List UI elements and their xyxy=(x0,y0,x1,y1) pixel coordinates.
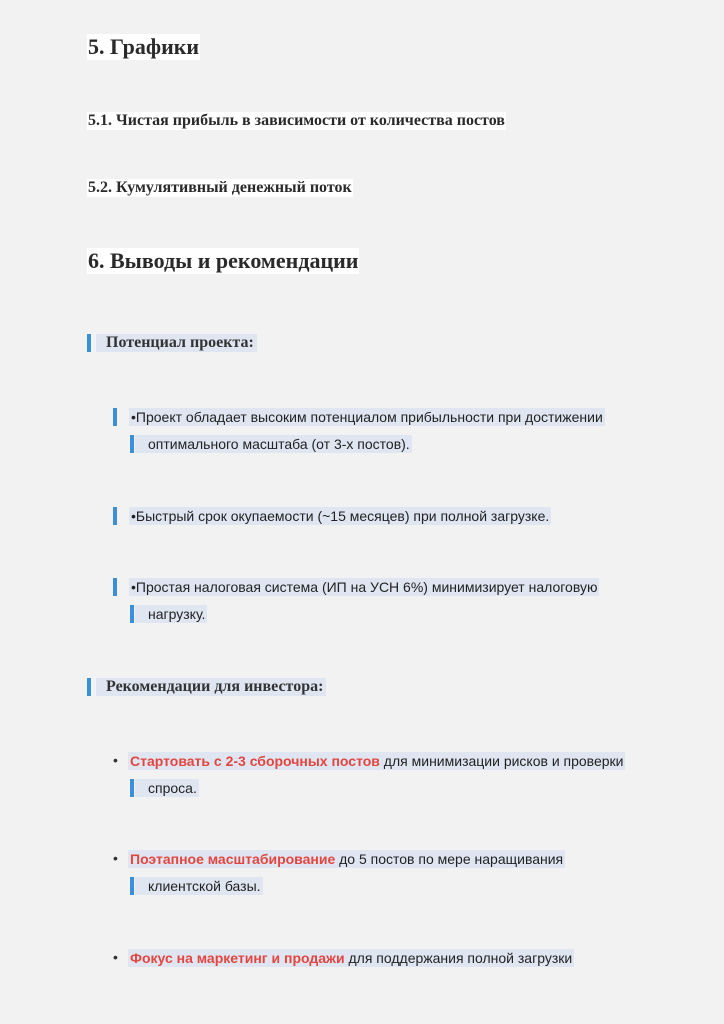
recommendation-2-line2: клиентской базы. xyxy=(135,877,263,895)
potential-item-3-bar xyxy=(113,578,117,596)
potential-item-1-bar xyxy=(113,408,117,426)
recommendation-2-highlight: Поэтапное масштабирование xyxy=(130,851,336,867)
recommendations-heading: Рекомендации для инвестора: xyxy=(96,678,326,696)
section-6-title: 6. Выводы и рекомендации xyxy=(88,248,359,273)
recommendations-heading-bar xyxy=(87,678,91,696)
recommendation-1-bullet: • xyxy=(113,752,118,768)
recommendation-1-line2: спроса. xyxy=(135,779,199,797)
potential-item-2-bar xyxy=(113,507,117,525)
recommendation-2-bar2 xyxy=(130,877,134,895)
recommendation-2-line1 xyxy=(128,850,565,868)
recommendation-1-bar2 xyxy=(130,779,134,797)
recommendation-2-rest: до 5 постов по мере наращивания xyxy=(335,851,564,867)
recommendation-3-highlight: Фокус на маркетинг и продажи xyxy=(130,950,345,966)
potential-heading: Потенциал проекта: xyxy=(96,334,257,352)
section-5-1-title: 5.1. Чистая прибыль в зависимости от количества постов xyxy=(88,112,505,129)
recommendation-1-rest: для минимизации рисков и проверки xyxy=(379,753,624,769)
recommendation-3-bullet: • xyxy=(113,949,118,965)
potential-heading-bar xyxy=(87,334,91,352)
recommendation-3-rest: для поддержания полной загрузки xyxy=(344,950,573,966)
potential-item-1-bar2 xyxy=(130,435,134,453)
section-5-2-title: 5.2. Кумулятивный денежный поток xyxy=(88,179,352,196)
recommendation-3-line1 xyxy=(128,949,574,967)
recommendation-1-highlight: Стартовать с 2-3 сборочных постов xyxy=(130,753,380,769)
potential-item-3-line2: нагрузку. xyxy=(135,605,207,623)
recommendation-2-bullet: • xyxy=(113,850,118,866)
section-5-title: 5. Графики xyxy=(88,34,200,59)
potential-item-1-line1: •Проект обладает высоким потенциалом прибыльности при достижении xyxy=(131,409,603,425)
recommendation-1-line1 xyxy=(128,752,625,770)
potential-item-3-bar2 xyxy=(130,605,134,623)
potential-item-2-line1: •Быстрый срок окупаемости (~15 месяцев) при полной загрузке. xyxy=(131,508,550,524)
potential-item-1-line2: оптимального масштаба (от 3-х постов). xyxy=(135,435,412,453)
potential-item-3-line1: •Простая налоговая система (ИП на УСН 6%) минимизирует налоговую xyxy=(131,579,598,595)
